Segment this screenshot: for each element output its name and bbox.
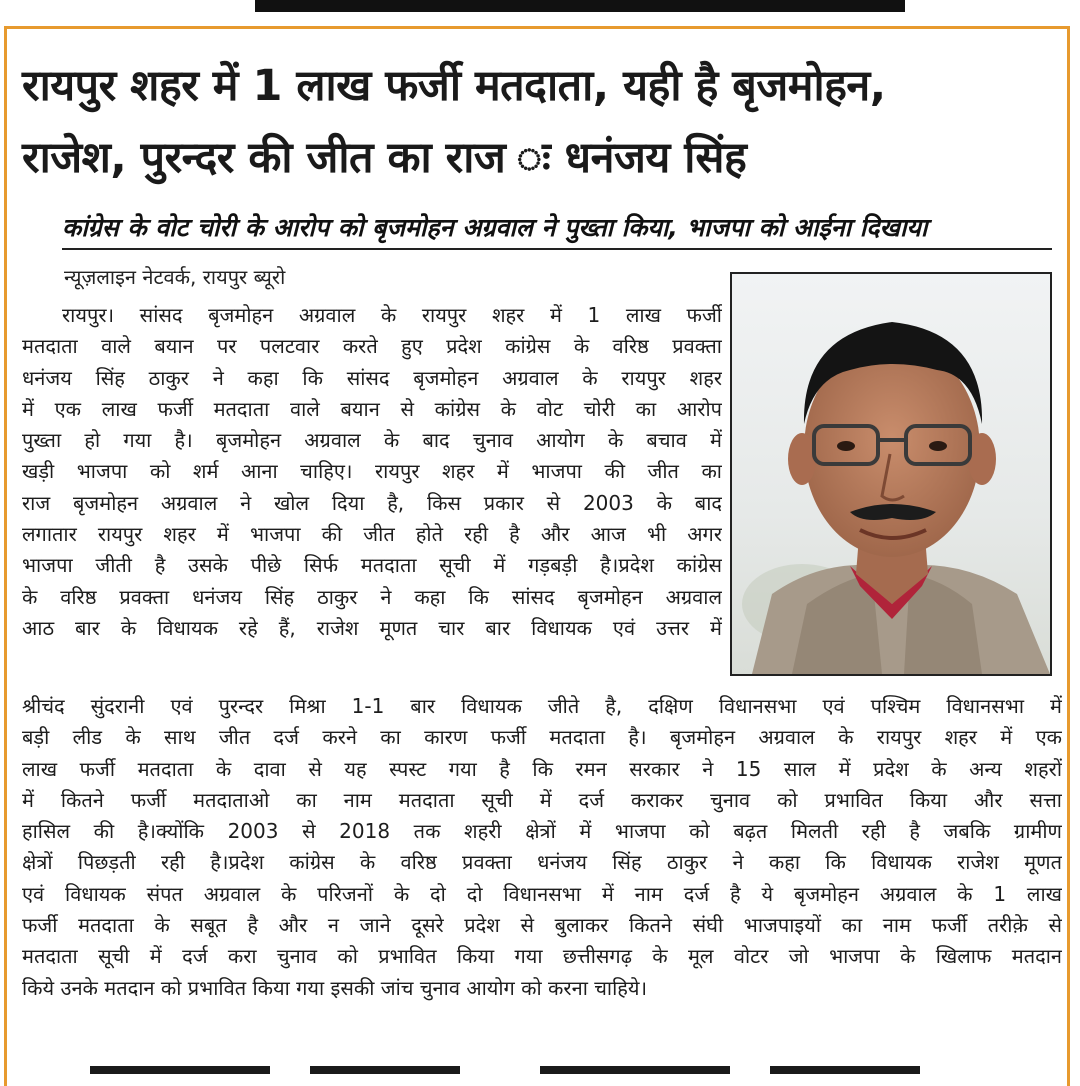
body-line: मतदाता सूची में दर्ज करा चुनाव को प्रभावित किया गया छत्तीसगढ़ के मूल वोटर जो भाजपा के खिलाफ मतदान xyxy=(22,944,1062,969)
body-line: बड़ी लीड के साथ जीत दर्ज करने का कारण फर्जी मतदाता है। बृजमोहन अग्रवाल के रायपुर शहर में एक xyxy=(22,725,1062,750)
subheadline: कांग्रेस के वोट चोरी के आरोप को बृजमोहन अग्रवाल ने पुख्ता किया, भाजपा को आईना दिखाया xyxy=(62,210,1052,250)
article-body-column xyxy=(22,300,722,644)
body-line: रायपुर। सांसद बृजमोहन अग्रवाल के रायपुर शहर में 1 लाख फर्जी xyxy=(62,303,722,327)
cropped-headline-fragment xyxy=(80,1054,980,1074)
portrait-photo xyxy=(730,272,1052,676)
body-line: किये उनके मतदान को प्रभावित किया गया इसकी जांच चुनाव आयोग को करना चाहिये। xyxy=(22,975,648,1000)
body-line: लगातार रायपुर शहर में भाजपा की जीत होते रही है और आज भी अगर xyxy=(22,522,722,547)
byline: न्यूज़लाइन नेटवर्क, रायपुर ब्यूरो xyxy=(64,265,286,289)
body-line: धनंजय सिंह ठाकुर ने कहा कि सांसद बृजमोहन अग्रवाल के रायपुर शहर xyxy=(22,365,722,390)
body-line: के वरिष्ठ प्रवक्ता धनंजय सिंह ठाकुर ने कहा कि सांसद बृजमोहन अग्रवाल xyxy=(22,584,722,609)
body-line: श्रीचंद सुंदरानी एवं पुरन्दर मिश्रा 1-1 बार विधायक जीते है, दक्षिण विधानसभा एवं पश्चिम विधानसभा में xyxy=(22,694,1062,718)
top-black-bar xyxy=(255,0,905,12)
body-line: आठ बार के विधायक रहे हैं, राजेश मूणत चार बार विधायक एवं उत्तर में xyxy=(22,615,722,640)
body-line: में कितने फर्जी मतदाताओ का नाम मतदाता सूची में दर्ज कराकर चुनाव को प्रभावित किया और सत्ता xyxy=(22,787,1062,812)
body-line: लाख फर्जी मतदाता के दावा से यह स्पस्ट गया है कि रमन सरकार ने 15 साल में प्रदेश के अन्य शहरों xyxy=(22,756,1062,781)
body-line: राज बृजमोहन अग्रवाल ने खोल दिया है, किस प्रकार से 2003 के बाद xyxy=(22,490,722,515)
body-line: फर्जी मतदाता के सबूत है और न जाने दूसरे प्रदेश से बुलाकर कितने संघी भाजपाइयों का नाम फर्जी तरीक़े से xyxy=(22,913,1062,938)
next-headline-cropped xyxy=(80,1054,980,1074)
body-line: एवं विधायक संपत अग्रवाल के परिजनों के दो दो विधानसभा में नाम दर्ज है ये बृजमोहन अग्रवाल के 1 लाख xyxy=(22,881,1062,906)
body-line: मतदाता वाले बयान पर पलटवार करते हुए प्रदेश कांग्रेस के वरिष्ठ प्रवक्ता xyxy=(22,334,722,359)
headline-line-2: राजेश, पुरन्दर की जीत का राज ः धनंजय सिंह xyxy=(22,133,747,183)
body-line: खड़ी भाजपा को शर्म आना चाहिए। रायपुर शहर में भाजपा की जीत का xyxy=(22,459,722,484)
headline xyxy=(22,50,1062,194)
body-line: पुख्ता हो गया है। बृजमोहन अग्रवाल के बाद चुनाव आयोग के बचाव में xyxy=(22,428,722,453)
article-body-full-width xyxy=(22,691,1062,1004)
body-line: हासिल की है।क्योंकि 2003 से 2018 तक शहरी क्षेत्रों में भाजपा को बढ़त मिलती रही है जबकि ग्रामीण xyxy=(22,819,1062,844)
portrait-illustration xyxy=(732,274,1050,674)
body-line: में एक लाख फर्जी मतदाता वाले बयान से कांग्रेस के वोट चोरी का आरोप xyxy=(22,396,722,421)
body-line: भाजपा जीती है उसके पीछे सिर्फ मतदाता सूची में गड़बड़ी है।प्रदेश कांग्रेस xyxy=(22,553,722,578)
headline-line-1: रायपुर शहर में 1 लाख फर्जी मतदाता, यही है बृजमोहन, xyxy=(22,61,886,111)
body-line: क्षेत्रों पिछड़ती रही है।प्रदेश कांग्रेस के वरिष्ठ प्रवक्ता धनंजय सिंह ठाकुर ने कहा कि विधायक राजेश मूणत xyxy=(22,850,1062,875)
